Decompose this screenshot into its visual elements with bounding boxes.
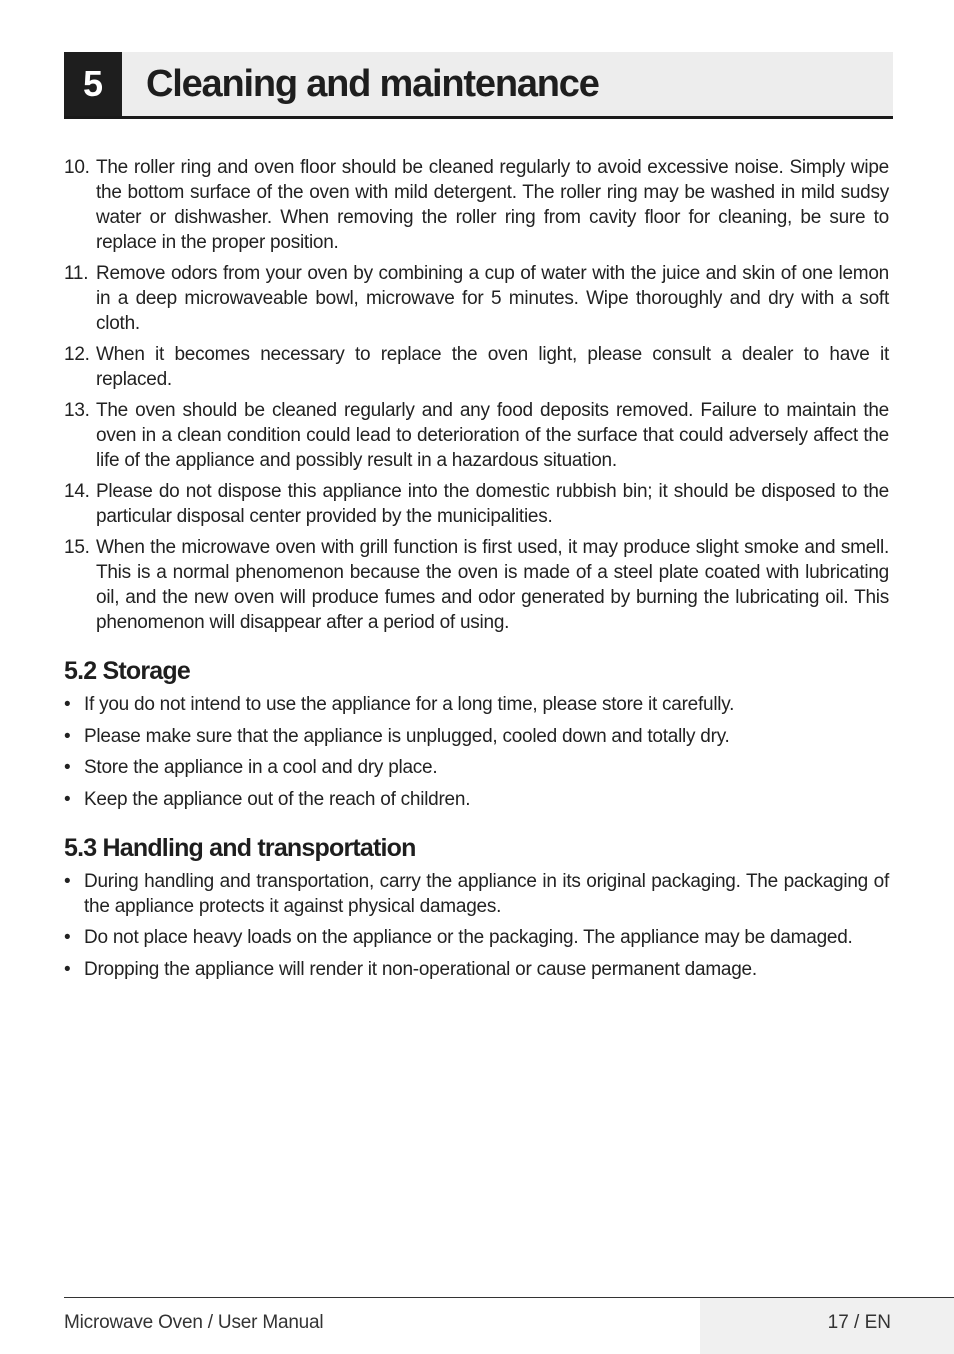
page-content — [64, 155, 889, 988]
list-item — [64, 869, 889, 919]
bullet-icon: • — [64, 788, 71, 810]
item-text: The roller ring and oven floor should be cleaned regularly to avoid excessive noise. Simply wipe the bottom surface of the oven with mild detergent. The roller ring may be washed in mild sudsy water or dishwasher. When removing the roller ring from cavity floor for cleaning, be sure to replace in the proper position. — [96, 157, 889, 253]
item-text: Dropping the appliance will render it non-operational or cause permanent damage. — [84, 958, 757, 980]
bullet-icon: • — [64, 958, 71, 980]
footer-document-title: Microwave Oven / User Manual — [64, 1312, 324, 1333]
item-text: Please do not dispose this appliance into the domestic rubbish bin; it should be disposed to the particular disposal center provided by the municipalities. — [96, 481, 889, 527]
item-text: If you do not intend to use the appliance for a long time, please store it carefully. — [84, 694, 735, 715]
item-text: Store the appliance in a cool and dry place. — [84, 757, 438, 778]
list-item — [64, 957, 889, 982]
list-item — [64, 535, 889, 635]
list-item — [64, 925, 889, 950]
list-item — [64, 479, 889, 529]
item-text: The oven should be cleaned regularly and any food deposits removed. Failure to maintain the oven in a clean condition could lead to deterioration of the surface that could adversely affect the life of the appliance and possibly result in a hazardous situation. — [96, 400, 889, 471]
storage-bullet-list — [64, 692, 889, 812]
footer-page-number: 17 / EN — [827, 1312, 891, 1333]
bullet-icon: • — [64, 694, 71, 715]
item-text: Keep the appliance out of the reach of children. — [84, 788, 471, 810]
item-text: Remove odors from your oven by combining a cup of water with the juice and skin of one lemon in a deep microwaveable bowl, microwave for 5 minutes. Wipe thoroughly and dry with a soft cloth. — [96, 263, 889, 334]
chapter-number: 5 — [64, 52, 122, 116]
item-text: Do not place heavy loads on the appliance or the packaging. The appliance may be damaged. — [84, 927, 853, 948]
storage-heading: 5.2 Storage — [64, 657, 190, 685]
bullet-icon: • — [64, 725, 71, 747]
item-text: When it becomes necessary to replace the oven light, please consult a dealer to have it replaced. — [96, 344, 889, 390]
handling-bullet-list — [64, 869, 889, 982]
maintenance-numbered-list — [64, 155, 889, 635]
list-item — [64, 342, 889, 392]
item-number: 15. — [64, 537, 90, 558]
bullet-icon: • — [64, 870, 71, 892]
item-number: 10. — [64, 157, 90, 178]
item-number: 12. — [64, 344, 90, 365]
bullet-icon: • — [64, 757, 71, 778]
list-item — [64, 787, 889, 812]
chapter-title: Cleaning and maintenance — [146, 63, 599, 105]
list-item — [64, 155, 889, 255]
list-item — [64, 755, 889, 780]
item-number: 13. — [64, 400, 90, 421]
bullet-icon: • — [64, 927, 71, 948]
handling-heading: 5.3 Handling and transportation — [64, 833, 416, 862]
item-text: When the microwave oven with grill function is first used, it may produce slight smoke and smell. This is a normal phenomenon because the oven is made of a steel plate coated with lubricating oil, and the new oven will produce fumes and odor generated by burning the lubricating oil. This phenomenon will disappear after a period of using. — [96, 537, 889, 633]
item-number: 11. — [64, 263, 89, 284]
item-text: Please make sure that the appliance is unplugged, cooled down and totally dry. — [84, 725, 730, 747]
list-item — [64, 692, 889, 717]
list-item — [64, 398, 889, 473]
item-text: During handling and transportation, carry the appliance in its original packaging. The packaging of the appliance protects it against physical damages. — [84, 870, 889, 917]
chapter-header — [64, 52, 893, 119]
item-number: 14. — [64, 481, 90, 502]
list-item — [64, 261, 889, 336]
list-item — [64, 724, 889, 749]
